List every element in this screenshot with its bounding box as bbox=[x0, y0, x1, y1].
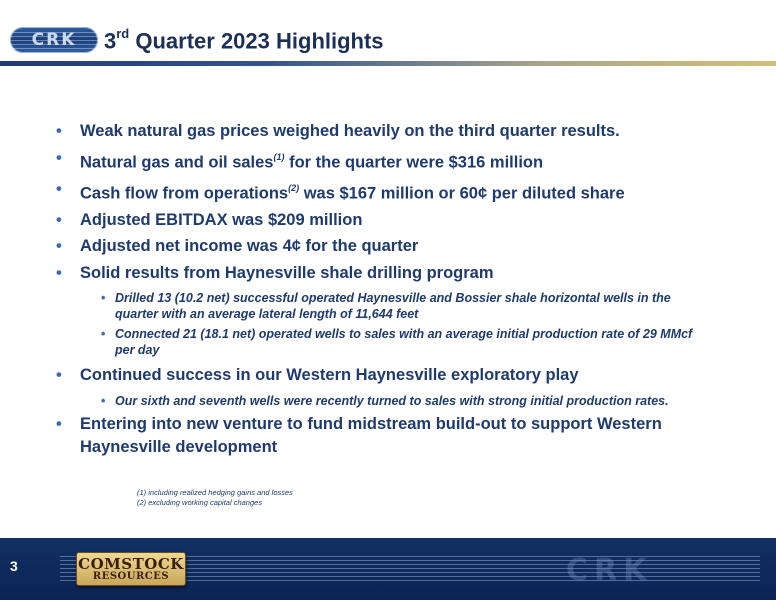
bullet-glyph: • bbox=[56, 263, 62, 282]
title-text: Quarter 2023 Highlights bbox=[129, 28, 384, 54]
bullet-text: Solid results from Haynesville shale drilling program bbox=[80, 263, 494, 282]
crk-logo bbox=[10, 27, 98, 53]
bullet-item bbox=[56, 207, 756, 234]
slide-title bbox=[104, 28, 384, 54]
bullet-glyph: • bbox=[56, 366, 62, 384]
bullet-text: Natural gas and oil sales bbox=[80, 153, 274, 171]
header-rule bbox=[0, 61, 776, 66]
sub-bullet-text: Drilled 13 (10.2 net) successful operated Haynesville and Bossier shale horizontal wells in the quarter with an average lateral length of 11,644 feet bbox=[115, 291, 671, 321]
bullet-item bbox=[56, 233, 756, 260]
comstock-logo-line1: COMSTOCK bbox=[78, 555, 184, 573]
comstock-logo-line2: RESOURCES bbox=[92, 571, 170, 582]
slide-header bbox=[0, 0, 776, 70]
bullet-item bbox=[56, 176, 756, 207]
sub-bullet-glyph: • bbox=[101, 327, 106, 341]
bullet-text: Weak natural gas prices weighed heavily on the third quarter results. bbox=[80, 122, 620, 140]
footnote-1: (1) including realized hedging gains and losses bbox=[137, 488, 293, 497]
bullet-text: for the quarter were $316 million bbox=[284, 153, 544, 171]
bullet-glyph: • bbox=[56, 122, 62, 140]
comstock-logo bbox=[76, 552, 186, 586]
bullet-text: Continued success in our Western Haynesville exploratory play bbox=[80, 366, 579, 384]
highlights-list bbox=[56, 118, 756, 459]
bullet-text: Adjusted net income was 4¢ for the quarter bbox=[80, 237, 419, 255]
bullet-item bbox=[56, 413, 696, 459]
sub-bullet-item bbox=[101, 290, 701, 322]
bullet-glyph: • bbox=[56, 210, 62, 229]
sub-bullet-text: Our sixth and seventh wells were recently turned to sales with strong initial production rates. bbox=[115, 393, 669, 408]
crk-watermark: CRK bbox=[566, 553, 653, 588]
footnote-2: (2) excluding working capital changes bbox=[137, 498, 263, 507]
bullet-glyph: • bbox=[56, 414, 62, 433]
title-number: 3 bbox=[104, 28, 117, 54]
page-number: 3 bbox=[10, 558, 18, 574]
footnotes bbox=[137, 488, 293, 508]
bullet-text: was $167 million or 60¢ per diluted share bbox=[299, 184, 625, 202]
footnote-ref: (2) bbox=[288, 182, 300, 193]
bullet-item bbox=[56, 362, 756, 389]
title-ordinal: rd bbox=[116, 26, 130, 41]
sub-bullet-glyph: • bbox=[101, 291, 106, 305]
bullet-item bbox=[56, 145, 756, 176]
bullet-glyph: • bbox=[56, 148, 62, 167]
crk-logo-text: CRK bbox=[31, 30, 77, 50]
bullet-item bbox=[56, 260, 756, 287]
bullet-text: Entering into new venture to fund midstream build-out to support Western Haynesville development bbox=[80, 414, 662, 456]
sub-bullet-text: Connected 21 (18.1 net) operated wells to sales with an average initial production rate of 29 MMcf per day bbox=[115, 327, 693, 357]
footnote-ref: (1) bbox=[273, 151, 285, 162]
bullet-text: Cash flow from operations bbox=[80, 184, 289, 202]
sub-bullet-item bbox=[101, 326, 701, 358]
bullet-glyph: • bbox=[56, 237, 62, 255]
bullet-glyph: • bbox=[56, 179, 62, 198]
sub-bullet-glyph: • bbox=[101, 393, 106, 408]
bullet-text: Adjusted EBITDAX was $209 million bbox=[80, 210, 363, 229]
bullet-item bbox=[56, 118, 756, 145]
slide-footer bbox=[0, 538, 776, 600]
sub-bullet-item bbox=[101, 393, 701, 409]
